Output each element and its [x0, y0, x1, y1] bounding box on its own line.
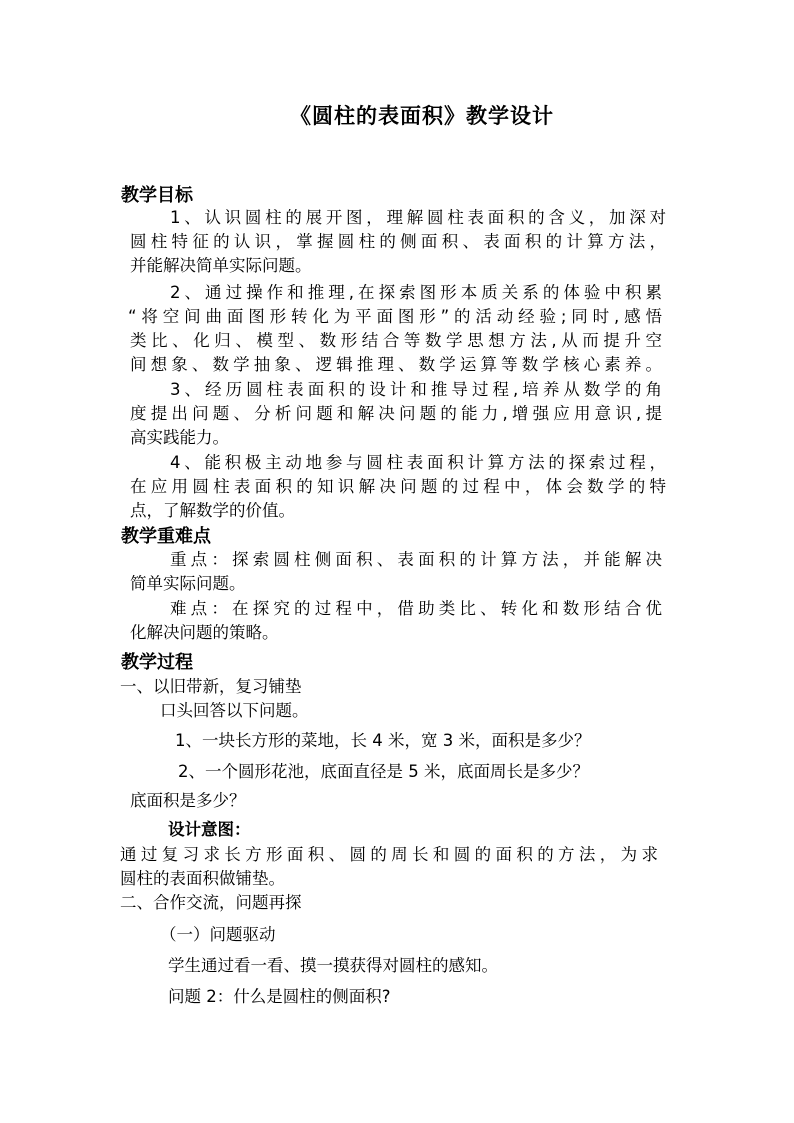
goal-1-line-3: 并能解决简单实际问题。: [130, 256, 312, 275]
part-2-title: 二、合作交流，问题再探: [120, 893, 302, 912]
design-intent-line-1: 通过复习求长方形面积、圆的周长和圆的面积的方法，为求: [120, 845, 658, 864]
subsection-problem-driven: （一）问题驱动: [160, 925, 276, 944]
review-question-2-line-1: 2、一个圆形花池，底面直径是 5 米，底面周长是多少？: [178, 762, 589, 781]
design-intent-line-2: 圆柱的表面积做铺垫。: [120, 869, 285, 888]
difficulty-line-1: 难点：在探究的过程中，借助类比、转化和数形结合优: [170, 599, 662, 618]
review-question-1: 1、一块长方形的菜地，长 4 米，宽 3 米，面积是多少？: [175, 731, 591, 750]
goal-4-line-2: 在应用圆柱表面积的知识解决问题的过程中，体会数学的特: [130, 477, 666, 496]
review-question-2-line-2: 底面积是多少？: [130, 791, 246, 810]
goal-2-line-3: 类比、化归、模型、数形结合等数学思想方法,从而提升空: [130, 331, 662, 350]
question-2: 问题 2：什么是圆柱的侧面积?: [168, 987, 391, 1006]
heading-key-points: 教学重难点: [121, 526, 211, 547]
oral-answer-intro: 口头回答以下问题。: [160, 701, 309, 720]
goal-1-line-1: 1、认识圆柱的展开图，理解圆柱表面积的含义，加深对: [170, 208, 666, 227]
document-title: 《圆柱的表面积》教学设计: [290, 104, 554, 128]
part-1-title: 一、以旧带新，复习铺垫: [120, 677, 302, 696]
heading-teaching-goals: 教学目标: [121, 185, 193, 206]
goal-2-line-1: 2、通过操作和推理,在探索图形本质关系的体验中积累: [170, 283, 662, 302]
difficulty-line-2: 化解决问题的策略。: [130, 623, 279, 642]
goal-4-line-1: 4、能积极主动地参与圆柱表面积计算方法的探索过程，: [170, 453, 666, 472]
goal-2-line-4: 间想象、数学抽象、逻辑推理、数学运算等数学核心素养。: [130, 355, 662, 374]
goal-3-line-3: 高实践能力。: [130, 428, 229, 447]
goal-4-line-3: 点，了解数学的价值。: [130, 501, 295, 520]
goal-3-line-1: 3、经历圆柱表面积的设计和推导过程,培养从数学的角: [170, 380, 662, 399]
key-point-line-2: 简单实际问题。: [130, 574, 246, 593]
heading-teaching-process: 教学过程: [121, 652, 193, 673]
goal-2-line-2: “将空间曲面图形转化为平面图形”的活动经验;同时,感悟: [128, 307, 662, 326]
design-intent-label: 设计意图：: [168, 820, 251, 839]
subsection-text: 学生通过看一看、摸一摸获得对圆柱的感知。: [168, 956, 498, 975]
goal-3-line-2: 度提出问题、分析问题和解决问题的能力,增强应用意识,提: [130, 404, 662, 423]
key-point-line-1: 重点：探索圆柱侧面积、表面积的计算方法，并能解决: [170, 550, 662, 569]
goal-1-line-2: 圆柱特征的认识，掌握圆柱的侧面积、表面积的计算方法，: [130, 232, 666, 251]
